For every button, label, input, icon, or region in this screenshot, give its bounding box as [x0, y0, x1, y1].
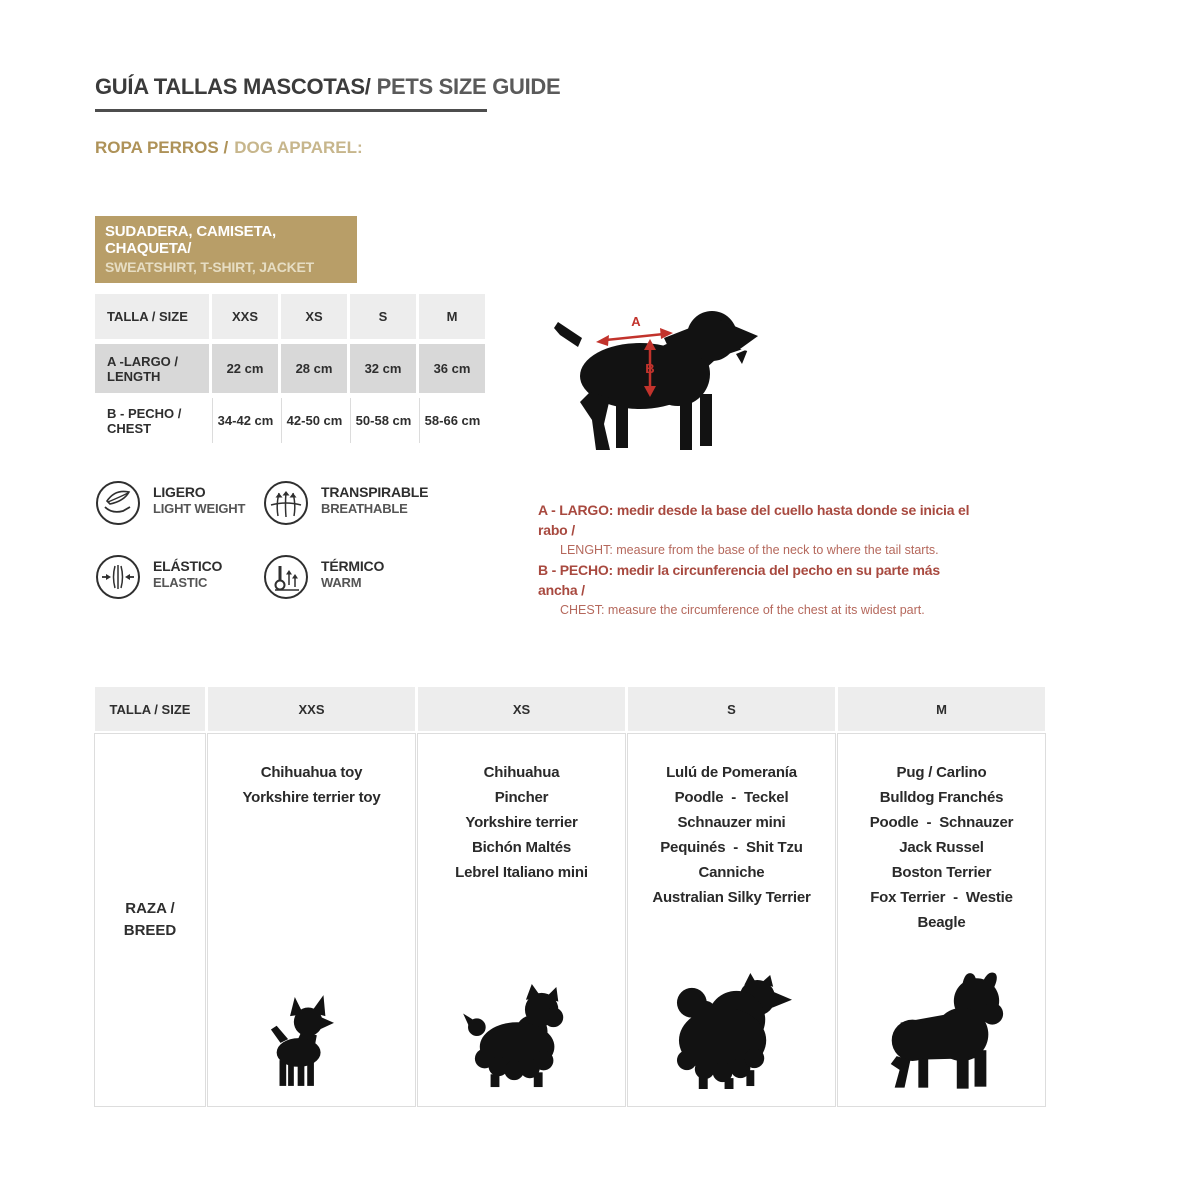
breed-row-label-cell [95, 734, 205, 1106]
breed-col-s: S [628, 687, 835, 731]
chest-xxs: 34-42 cm [212, 398, 278, 443]
measurement-diagram [552, 294, 764, 454]
feature-label-en: WARM [321, 575, 362, 590]
raza-label-line2: BREED [123, 922, 177, 939]
chihuahua-silhouette [269, 992, 355, 1090]
breed-item: Boston Terrier [891, 864, 992, 881]
breed-item: Poodle - Teckel [674, 789, 789, 806]
diagram-label-a: A [631, 314, 641, 329]
note-a-english: LENGHT: measure from the base of the neck to where the tail starts. [560, 543, 939, 557]
breed-item: Bichón Maltés [471, 839, 572, 856]
feature-lightweight [95, 480, 245, 526]
breed-col-xxs: XXS [208, 687, 415, 731]
banner-line-english: SWEATSHIRT, T-SHIRT, JACKET [105, 259, 315, 275]
feature-label-en: LIGHT WEIGHT [153, 501, 246, 516]
section-subtitle [95, 138, 363, 158]
french-bulldog-silhouette [873, 969, 1011, 1090]
thermometer-icon [263, 554, 309, 600]
breed-col-m: M [838, 687, 1045, 731]
feature-breathable [263, 480, 428, 526]
breed-cell-s [628, 734, 835, 1106]
feature-label-es: LIGERO [153, 484, 206, 500]
breed-item: Fox Terrier - Westie [870, 889, 1013, 906]
feature-elastic [95, 554, 222, 600]
length-m: 36 cm [419, 344, 485, 393]
breed-item: Lebrel Italiano mini [455, 864, 588, 881]
breed-item: Pincher [494, 789, 549, 806]
yorkshire-silhouette [463, 984, 581, 1090]
elastic-arrows-icon [95, 554, 141, 600]
feature-label-en: ELASTIC [153, 575, 208, 590]
breed-col-xs: XS [418, 687, 625, 731]
chest-m: 58-66 cm [419, 398, 485, 443]
feature-label-en: BREATHABLE [321, 501, 408, 516]
breed-item: Lulú de Pomeranía [666, 764, 797, 781]
note-a-spanish: A - LARGO: medir desde la base del cuello hasta donde se inicia el rabo / [538, 502, 970, 538]
size-table-header-label: TALLA / SIZE [95, 294, 209, 339]
breed-cell-xxs [208, 734, 415, 1106]
breed-item: Yorkshire terrier toy [242, 789, 381, 806]
breed-item: Chihuahua [483, 764, 560, 781]
labrador-measure-silhouette [552, 294, 764, 454]
breed-item: Chihuahua toy [260, 764, 363, 781]
feature-warm [263, 554, 384, 600]
breed-item: Jack Russel [899, 839, 984, 856]
length-s: 32 cm [350, 344, 416, 393]
title-spanish: GUÍA TALLAS MASCOTAS/ [95, 74, 371, 99]
breed-item: Bulldog Franchés [879, 789, 1004, 806]
subtitle-spanish: ROPA PERROS / [95, 138, 229, 157]
size-col-s: S [350, 294, 416, 339]
measuring-instructions [538, 500, 978, 620]
feature-label-es: ELÁSTICO [153, 558, 223, 574]
breed-item: Schnauzer mini [677, 814, 786, 831]
size-col-xxs: XXS [212, 294, 278, 339]
breed-item: Pequinés - Shit Tzu [660, 839, 803, 856]
breed-item: Yorkshire terrier [465, 814, 578, 831]
title-english: PETS SIZE GUIDE [376, 74, 561, 99]
breed-cell-xs [418, 734, 625, 1106]
length-xxs: 22 cm [212, 344, 278, 393]
feature-label-es: TRANSPIRABLE [321, 484, 429, 500]
breed-item: Australian Silky Terrier [652, 889, 811, 906]
raza-label-line1: RAZA / [125, 900, 175, 917]
size-measurements-table [95, 294, 485, 443]
banner-line-spanish: SUDADERA, CAMISETA, CHAQUETA/ [105, 223, 276, 257]
feather-hand-icon [95, 480, 141, 526]
breathable-arrows-icon [263, 480, 309, 526]
chest-row-label: B - PECHO / CHEST [95, 398, 209, 443]
length-xs: 28 cm [281, 344, 347, 393]
breed-item: Canniche [698, 864, 765, 881]
subtitle-english: DOG APPAREL: [234, 138, 363, 157]
diagram-label-b: B [645, 361, 655, 376]
breed-cell-m [838, 734, 1045, 1106]
feature-label-es: TÉRMICO [321, 558, 385, 574]
breed-table-header-label: TALLA / SIZE [95, 687, 205, 731]
pomeranian-silhouette [665, 973, 799, 1090]
size-col-xs: XS [281, 294, 347, 339]
length-row-label: A -LARGO / LENGTH [95, 344, 209, 393]
breed-item: Beagle [917, 914, 966, 931]
breed-item: Poodle - Schnauzer [869, 814, 1014, 831]
note-b-english: CHEST: measure the circumference of the chest at its widest part. [560, 603, 925, 617]
chest-xs: 42-50 cm [281, 398, 347, 443]
page-title [95, 74, 561, 112]
note-b-spanish: B - PECHO: medir la circunferencia del pecho en su parte más ancha / [538, 562, 940, 598]
breed-size-table [95, 687, 1045, 1106]
garment-type-banner [95, 216, 357, 283]
breed-item: Pug / Carlino [896, 764, 987, 781]
size-col-m: M [419, 294, 485, 339]
chest-s: 50-58 cm [350, 398, 416, 443]
